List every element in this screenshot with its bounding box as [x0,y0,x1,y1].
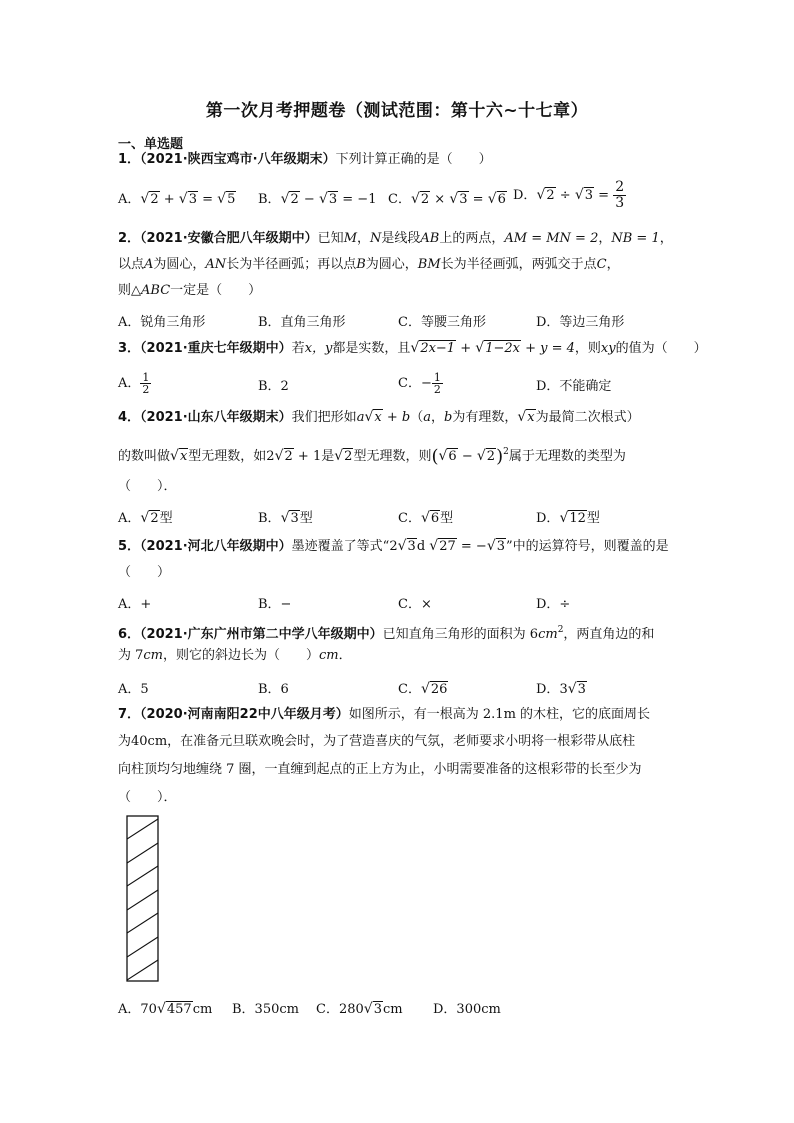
question-2-line-1: 2．（2021·安徽合肥八年级期中）已知M，N是线段AB上的两点，AM = MN = 2，NB = 1， [118,231,673,246]
question-5-option-c: C．× [398,597,432,612]
question-3-source: （2021·重庆七年级期中） [140,341,292,356]
question-3-option-b: B．2 [258,379,289,394]
question-2-line-2: 以点A为圆心，AN长为半径画弧；再以点B为圆心，BM长为半径画弧，两弧交于点C， [118,257,620,272]
question-4-option-a: A．√2型 [118,510,173,526]
question-6-option-d: D．3√3 [536,681,586,697]
question-5-option-d: D．÷ [536,597,571,612]
question-5-line-2: （ ） [118,565,171,580]
question-4-option-b: B．√3型 [258,510,313,526]
question-1-number: 1． [118,152,141,167]
question-5-number: 5． [118,539,141,554]
question-1-option-c: C．√2 × √3 = √6 [388,191,506,207]
question-1-option-d: D．√2 ÷ √3 = $\frac{2}{3}$ [513,179,625,211]
question-7-option-c: C．280√3cm [316,1001,403,1017]
question-2-option-b: B．直角三角形 [258,315,346,330]
question-1-text: 下列计算正确的是（ ） [335,152,492,167]
question-4-number: 4． [118,410,141,425]
question-4-line-2: 的数叫做√x型无理数，如2√2 + 1是√2型无理数，则$(√6 - √2)^2$属于无理数的类型为 [118,446,626,467]
question-6-line-1: 6．（2021·广东广州市第二中学八年级期中）已知直角三角形的面积为 $6cm^2$，两直角边的和 [118,625,655,642]
question-5-option-a: A．+ [118,597,152,612]
question-4-source: （2021·山东八年级期末） [140,410,292,425]
question-2-source: （2021·安徽合肥八年级期中） [140,231,318,246]
question-4-option-d: D．√12型 [536,510,600,526]
question-1-option-b: B．√2 − √3 = −1 [258,191,377,207]
question-7-number: 7． [118,707,141,722]
question-7-option-b: B．350cm [232,1002,299,1017]
question-6-line-2: 为 7cm，则它的斜边长为（ ）cm． [118,648,352,663]
question-3-number: 3． [118,341,141,356]
section-heading: 一、单选题 [118,137,184,152]
question-4-line-1: 4．（2021·山东八年级期末）我们把形如a√x + b（a，b为有理数，√x为最简二次根式） [118,409,640,425]
question-6-number: 6． [118,627,141,642]
question-4-line-3: （ ）． [118,479,177,494]
question-6-option-b: B．6 [258,682,289,697]
question-7-source: （2020·河南南阳22中八年级月考） [140,707,349,722]
question-7-line-3: 向柱顶均匀地缠绕 7 圈，一直缠到起点的正上方为止，小明需要准备的这根彩带的长至少为 [118,762,642,777]
question-7-line-1: 7．（2020·河南南阳22中八年级月考）如图所示，有一根高为 2.1m 的木柱，它的底面周长 [118,707,651,722]
question-7-option-a: A．70√457cm [118,1001,213,1017]
question-7-line-4: （ ）． [118,790,177,805]
question-6-option-c: C．√26 [398,681,448,697]
question-2-number: 2． [118,231,141,246]
question-2-option-d: D．等边三角形 [536,315,625,330]
wrapped-column-figure [126,815,160,983]
question-2-option-c: C．等腰三角形 [398,315,486,330]
question-1-stem [118,151,492,169]
question-7-line-2: 为40cm，在准备元旦联欢晚会时，为了营造喜庆的气氛，老师要求小明将一根彩带从底柱 [118,734,636,749]
question-2-line-3: 则△ABC一定是（ ） [118,283,262,298]
question-1-source: （2021·陕西宝鸡市·八年级期末） [140,152,336,167]
question-7-option-d: D．300cm [433,1002,501,1017]
question-3-option-d: D．不能确定 [536,379,612,394]
question-3-option-c: C．− $\frac{1}{2}$ [398,371,441,396]
question-6-option-a: A．5 [118,682,149,697]
question-4-option-c: C．√6型 [398,510,454,526]
question-1-option-a: A．√2 + √3 = √5 [118,191,236,207]
question-2-option-a: A．锐角三角形 [118,315,206,330]
question-3-option-a: A． $\frac{1}{2}$ [118,371,150,396]
question-6-source: （2021·广东广州市第二中学八年级期中） [140,627,383,642]
question-5-line-1: 5．（2021·河北八年级期中）墨迹覆盖了等式“2√3d √27 = −√3”中的运算符号，则覆盖的是 [118,538,669,554]
question-5-source: （2021·河北八年级期中） [140,539,292,554]
question-3-stem: 3．（2021·重庆七年级期中）若x，y都是实数，且√2x−1 + √1−2x + y = 4，则xy的值为（ ） [118,340,707,356]
question-5-option-b: B．− [258,597,292,612]
page-title: 第一次月考押题卷（测试范围：第十六~十七章） [205,101,589,121]
